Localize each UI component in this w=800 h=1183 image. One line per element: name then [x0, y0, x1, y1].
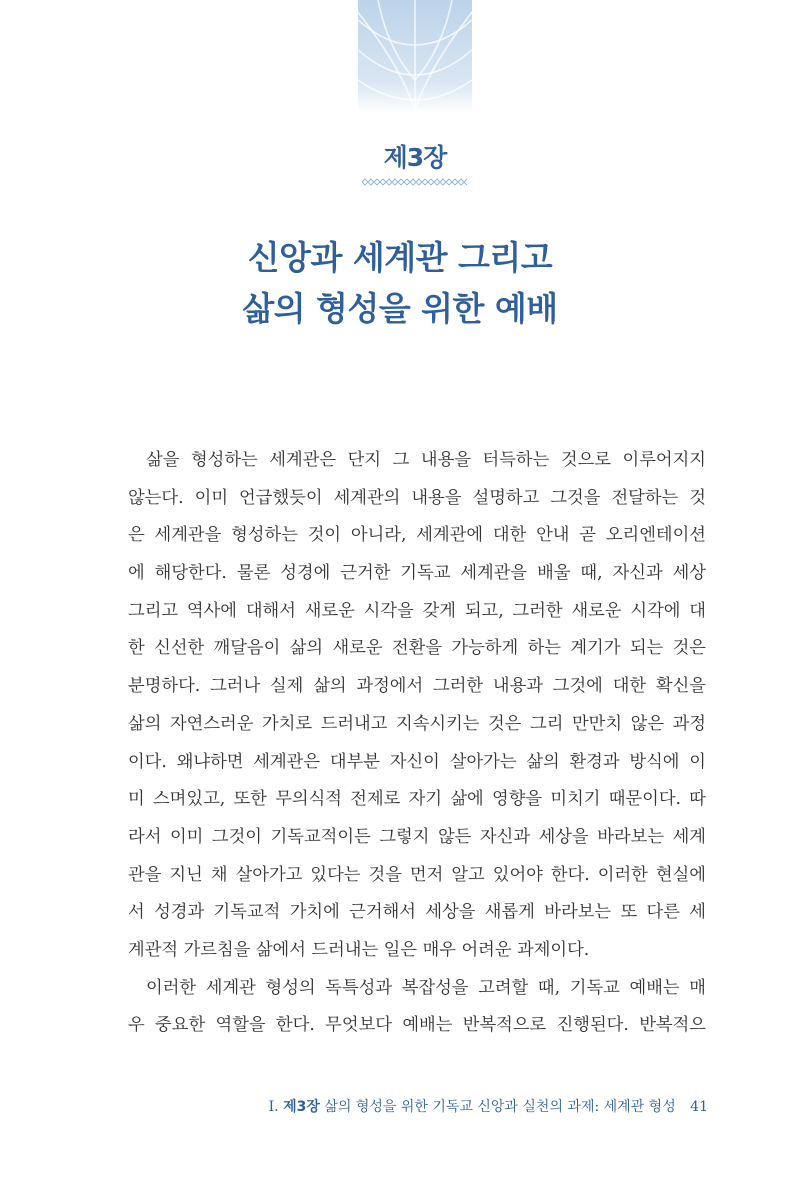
body-line: 미 스며있고, 또한 무의식적 전제로 자기 삶에 영향을 미치기 때문이다. 따 — [128, 789, 706, 810]
chapter-title — [0, 232, 800, 334]
body-line: 그리고 역사에 대해서 새로운 시각을 갖게 되고, 그러한 새로운 시각에 대 — [128, 600, 706, 621]
body-line: 에 해당한다. 물론 성경에 근거한 기독교 세계관을 배울 때, 자신과 세상 — [128, 563, 706, 584]
title-line-1: 신앙과 세계관 그리고 — [247, 238, 553, 277]
footer-chapter: 제3장 — [283, 1099, 320, 1115]
body-line: 라서 이미 그것이 기독교적이든 그렇지 않든 자신과 세상을 바라보는 세계 — [128, 826, 706, 847]
body-line: 이다. 왜냐하면 세계관은 대부분 자신이 살아가는 삶의 환경과 방식에 이 — [128, 751, 706, 772]
body-line: 관을 지닌 채 살아가고 있다는 것을 먼저 알고 있어야 한다. 이러한 현실에 — [128, 864, 706, 885]
body-line: 계관적 가르침을 삶에서 드러내는 일은 매우 어려운 과제이다. — [128, 939, 590, 960]
body-line: 분명하다. 그러나 실제 삶의 과정에서 그러한 내용과 그것에 대한 확신을 — [128, 676, 706, 697]
chapter-label: 제3장 — [383, 143, 447, 172]
running-footer — [269, 1096, 708, 1116]
body-line: 은 세계관을 형성하는 것이 아니라, 세계관에 대한 안내 곧 오리엔테이션 — [128, 525, 706, 546]
body-paragraphs — [128, 442, 706, 1045]
body-line: 않는다. 이미 언급했듯이 세계관의 내용을 설명하고 그것을 전달하는 것 — [128, 487, 706, 508]
body-line: 우 중요한 역할을 한다. 무엇보다 예배는 반복적으로 진행된다. 반복적으 — [128, 1015, 706, 1036]
body-line: 서 성경과 기독교적 가치에 근거해서 세상을 새롭게 바라보는 또 다른 세 — [128, 902, 706, 923]
body-line: 한 신선한 깨달음이 삶의 새로운 전환을 가능하게 하는 계기가 되는 것은 — [128, 638, 706, 659]
body-line: 삶의 자연스러운 가치로 드러내고 지속시키는 것은 그리 만만치 않은 과정 — [128, 713, 706, 734]
body-line: 이러한 세계관 형성의 독특성과 복잡성을 고려할 때, 기독교 예배는 매 — [146, 977, 706, 998]
body-line: 삶을 형성하는 세계관은 단지 그 내용을 터득하는 것으로 이루어지지 — [146, 450, 706, 470]
page-number: 41 — [690, 1099, 708, 1115]
title-line-2: 삶의 형성을 위한 예배 — [242, 289, 558, 328]
footer-part: I. — [268, 1099, 279, 1115]
decorative-divider-icon — [362, 178, 468, 186]
footer-title: 삶의 형성을 위한 기독교 신앙과 실천의 과제: 세계관 형성 — [324, 1099, 676, 1115]
